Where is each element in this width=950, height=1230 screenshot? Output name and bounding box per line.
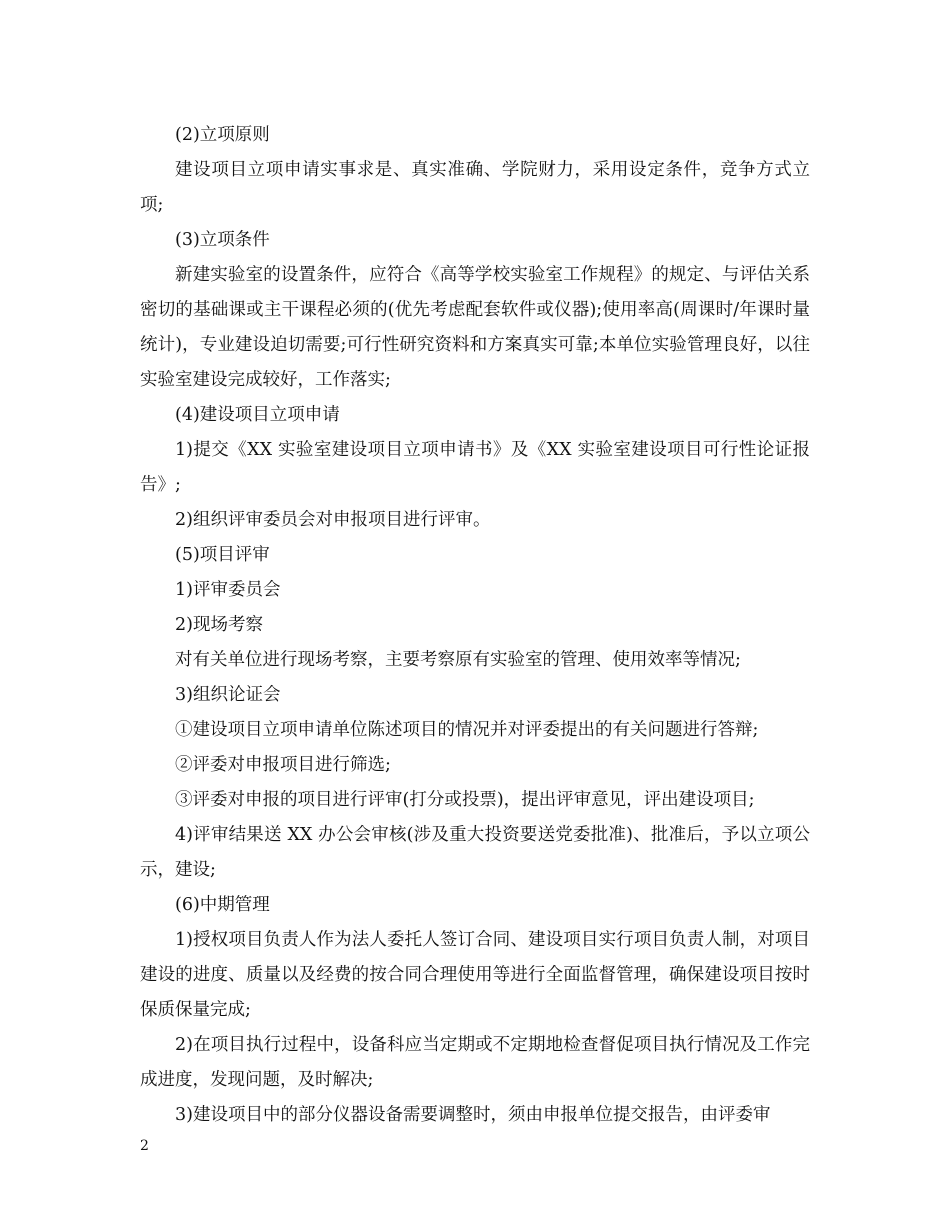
paragraph: (4)建设项目立项申请 <box>175 405 340 425</box>
paragraph: 1)评审委员会 <box>175 580 281 600</box>
paragraph: 4)评审结果送 XX 办公会审核(涉及重大投资要送党委批准)、批准后，予以立项公示，建设; <box>140 825 810 880</box>
page-number: 2 <box>140 1138 149 1154</box>
paragraph: 3)组织论证会 <box>175 685 281 705</box>
paragraph: 2)在项目执行过程中，设备科应当定期或不定期地检查督促项目执行情况及工作完成进度，发现问题，及时解决; <box>140 1035 810 1090</box>
paragraph: 3)建设项目中的部分仪器设备需要调整时，须由申报单位提交报告，由评委审 <box>175 1105 771 1125</box>
paragraph: 2)现场考察 <box>175 615 263 635</box>
paragraph: (5)项目评审 <box>175 545 270 565</box>
paragraph: 建设项目立项申请实事求是、真实准确、学院财力，采用设定条件，竞争方式立项; <box>140 160 810 215</box>
paragraph: (2)立项原则 <box>175 125 270 145</box>
paragraph: 新建实验室的设置条件，应符合《高等学校实验室工作规程》的规定、与评估关系密切的基础课或主干课程必须的(优先考虑配套软件或仪器);使用率高(周课时/年课时量统计)，专业建设迫切需要;可行性研究资料和方案真实可靠;本单位实验管理良好，以往实验室建设完成较好，工作落实; <box>140 265 810 390</box>
paragraph: 1)授权项目负责人作为法人委托人签订合同、建设项目实行项目负责人制，对项目建设的进度、质量以及经费的按合同合理使用等进行全面监督管理，确保建设项目按时保质保量完成; <box>140 930 810 1020</box>
paragraph: (3)立项条件 <box>175 230 270 250</box>
paragraph: 1)提交《XX 实验室建设项目立项申请书》及《XX 实验室建设项目可行性论证报告》; <box>140 440 810 495</box>
paragraph: 2)组织评审委员会对申报项目进行评审。 <box>175 510 491 530</box>
paragraph: ①建设项目立项申请单位陈述项目的情况并对评委提出的有关问题进行答辩; <box>175 720 759 740</box>
document-body <box>140 118 810 1133</box>
paragraph: (6)中期管理 <box>175 895 270 915</box>
paragraph: 对有关单位进行现场考察，主要考察原有实验室的管理、使用效率等情况; <box>175 650 741 670</box>
paragraph: ③评委对申报的项目进行评审(打分或投票)，提出评审意见，评出建设项目; <box>175 790 755 810</box>
paragraph: ②评委对申报项目进行筛选; <box>175 755 391 775</box>
